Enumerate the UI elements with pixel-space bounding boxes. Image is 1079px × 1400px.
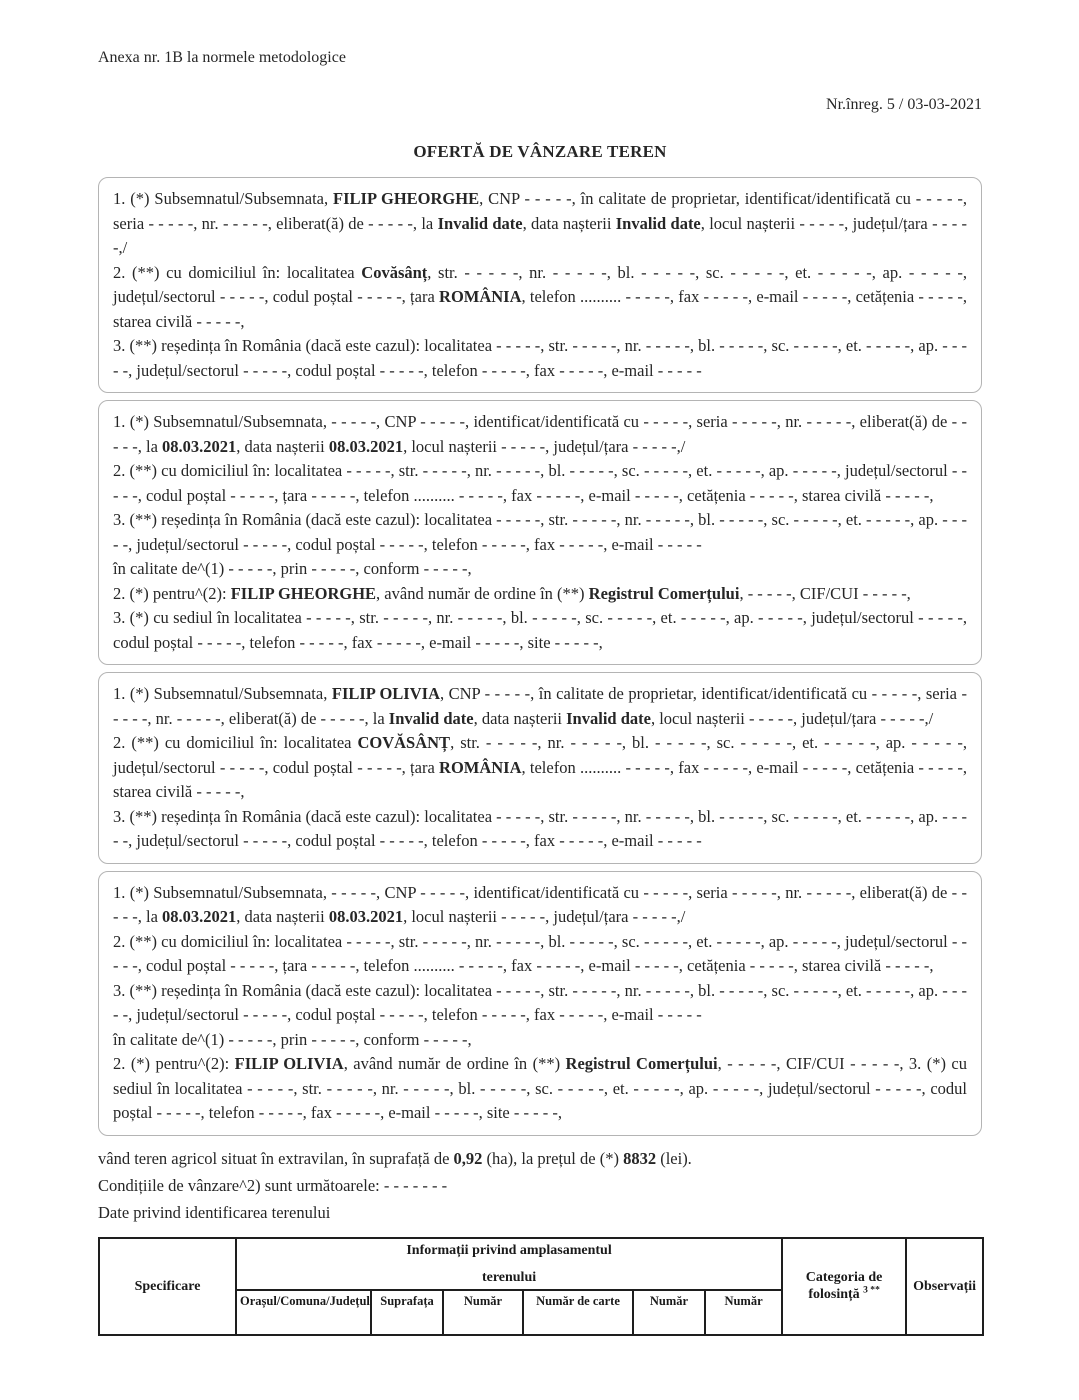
- offer-paragraph: în calitate de^(1) - - - - -, prin - - - - -, conform - - - - -,: [113, 1029, 472, 1049]
- offer-paragraph: 2. (**) cu domiciliul în: localitatea - - - - -, str. - - - - -, nr. - - - - -, bl. - - - - -, sc. - - - - -, et. - - - - -, ap. - - - - -, județul/sectorul - - - - -, codul poștal - - - - -, țara - - - - -, telefon .......... - - - - -, fax - - - - -, e-mail - - - - -, cetățenia - - - - -, starea civilă - - - - -,: [113, 461, 967, 505]
- offer-paragraph: 1. (*) Subsemnatul/Subsemnata, - - - - -, CNP - - - - -, identificat/identificată cu - - - - -, seria - - - - -, nr. - - - - -, eliberat(ă) de - - - - -, la 08.03.2021, data nașterii 08.03.2021, locul nașterii - - - - -, județul/țara - - - - -,/: [113, 412, 967, 456]
- col-header-numar-cadastral: Număr: [443, 1290, 523, 1335]
- group-header-line2: terenului: [481, 1270, 537, 1285]
- seller-box-3: [98, 672, 982, 864]
- land-identification-heading: Date privind identificarea terenului: [98, 1202, 331, 1222]
- sale-statement: vând teren agricol situat în extravilan, în suprafață de 0,92 (ha), la prețul de (*) 8832 (lei).: [98, 1148, 692, 1168]
- sale-conditions: Condițiile de vânzare^2) sunt următoarele: - - - - - - -: [98, 1175, 448, 1195]
- col-header-specificare: Specificare: [99, 1238, 236, 1335]
- offer-paragraph: 3. (**) reședința în România (dacă este cazul): localitatea - - - - -, str. - - - - -, nr. - - - - -, bl. - - - - -, sc. - - - - -, et. - - - - -, ap. - - - - -, județul/sectorul - - - - -, codul poștal - - - - -, telefon - - - - -, fax - - - - -, e-mail - - - - -: [113, 510, 967, 554]
- col-header-suprafata: Suprafața: [371, 1290, 443, 1335]
- seller-box-2: [98, 400, 982, 665]
- group-header-line1: Informații privind amplasamentul: [406, 1243, 612, 1258]
- offer-paragraph: 3. (**) reședința în România (dacă este cazul): localitatea - - - - -, str. - - - - -, nr. - - - - -, bl. - - - - -, sc. - - - - -, et. - - - - -, ap. - - - - -, județul/sectorul - - - - -, codul poștal - - - - -, telefon - - - - -, fax - - - - -, e-mail - - - - -: [113, 806, 967, 850]
- offer-paragraph: 2. (**) cu domiciliul în: localitatea Covăsânț, str. - - - - -, nr. - - - - -, bl. - - - - -, sc. - - - - -, et. - - - - -, ap. - - - - -, județul/sectorul - - - - -, codul poștal - - - - -, țara ROMÂNIA, telefon .......... - - - - -, fax - - - - -, e-mail - - - - -, cetățenia - - - - -, starea civilă - - - - -,: [113, 262, 967, 331]
- offer-paragraph: 2. (*) pentru^(2): FILIP GHEORGHE, având număr de ordine în (**) Registrul Comerțului, - - - - -, CIF/CUI - - - - -,: [113, 583, 911, 603]
- offer-paragraph: 1. (*) Subsemnatul/Subsemnata, - - - - -, CNP - - - - -, identificat/identificată cu - - - - -, seria - - - - -, nr. - - - - -, eliberat(ă) de - - - - -, la 08.03.2021, data nașterii 08.03.2021, locul nașterii - - - - -, județul/țara - - - - -,/: [113, 882, 967, 926]
- offer-paragraph: 2. (*) pentru^(2): FILIP OLIVIA, având număr de ordine în (**) Registrul Comerțului, - - - - -, CIF/CUI - - - - -, 3. (*) cu sediul în localitatea - - - - -, str. - - - - -, nr. - - - - -, bl. - - - - -, sc. - - - - -, et. - - - - -, ap. - - - - -, județul/sectorul - - - - -, codul poștal - - - - -, telefon - - - - -, fax - - - - -, e-mail - - - - -, site - - - - -,: [113, 1054, 967, 1122]
- col-header-observatii: Observații: [906, 1238, 983, 1335]
- offer-paragraph: 3. (**) reședința în România (dacă este cazul): localitatea - - - - -, str. - - - - -, nr. - - - - -, bl. - - - - -, sc. - - - - -, et. - - - - -, ap. - - - - -, județul/sectorul - - - - -, codul poștal - - - - -, telefon - - - - -, fax - - - - -, e-mail - - - - -: [113, 336, 967, 380]
- offer-paragraph: 1. (*) Subsemnatul/Subsemnata, FILIP OLIVIA, CNP - - - - -, în calitate de proprietar, identificat/identificată cu - - - - -, seria - - - - -, nr. - - - - -, eliberat(ă) de - - - - -, la Invalid date, data nașterii Invalid date, locul nașterii - - - - -, județul/țara - - - - -,/: [113, 684, 967, 728]
- col-header-categoria-folosinta: Categoria de folosință $^{3 **}$: [782, 1238, 906, 1335]
- offer-paragraph: 2. (**) cu domiciliul în: localitatea COVĂSÂNȚ, str. - - - - -, nr. - - - - -, bl. - - - - -, sc. - - - - -, et. - - - - -, ap. - - - - -, județul/sectorul - - - - -, codul poștal - - - - -, țara ROMÂNIA, telefon .......... - - - - -, fax - - - - -, e-mail - - - - -, cetățenia - - - - -, starea civilă - - - - -,: [113, 733, 967, 801]
- document-title: OFERTĂ DE VÂNZARE TEREN: [413, 142, 667, 161]
- closing-section: [98, 1145, 982, 1226]
- offer-paragraph: în calitate de^(1) - - - - -, prin - - - - -, conform - - - - -,: [113, 559, 472, 578]
- col-header-numar-tarla: Număr: [633, 1290, 705, 1335]
- seller-box-4: [98, 871, 982, 1136]
- land-identification-table: [98, 1237, 984, 1336]
- offer-paragraph: 2. (**) cu domiciliul în: localitatea - - - - -, str. - - - - -, nr. - - - - -, bl. - - - - -, sc. - - - - -, et. - - - - -, ap. - - - - -, județul/sectorul - - - - -, codul poștal - - - - -, țara - - - - -, telefon .......... - - - - -, fax - - - - -, e-mail - - - - -, cetățenia - - - - -, starea civilă - - - - -,: [113, 931, 967, 975]
- col-header-numar-carte: Număr de carte: [523, 1290, 633, 1335]
- annex-note: Anexa nr. 1B la normele metodologice: [98, 49, 346, 66]
- col-header-group-amplasament: [236, 1238, 782, 1290]
- col-header-numar-parcela: Număr: [705, 1290, 782, 1335]
- offer-paragraph: 3. (**) reședința în România (dacă este cazul): localitatea - - - - -, str. - - - - -, nr. - - - - -, bl. - - - - -, sc. - - - - -, et. - - - - -, ap. - - - - -, județul/sectorul - - - - -, codul poștal - - - - -, telefon - - - - -, fax - - - - -, e-mail - - - - -: [113, 980, 967, 1024]
- registration-number: Nr.înreg. 5 / 03-03-2021: [826, 96, 982, 113]
- offer-paragraph: 3. (*) cu sediul în localitatea - - - - -, str. - - - - -, nr. - - - - -, bl. - - - - -, sc. - - - - -, et. - - - - -, ap. - - - - -, județul/sectorul - - - - -, codul poștal - - - - -, telefon - - - - -, fax - - - - -, e-mail - - - - -, site - - - - -,: [113, 608, 967, 652]
- land-table-clip: [98, 1237, 982, 1308]
- offer-paragraph: 1. (*) Subsemnatul/Subsemnata, FILIP GHEORGHE, CNP - - - - -, în calitate de proprietar, identificat/identificată cu - - - - -, seria - - - - -, nr. - - - - -, eliberat(ă) de - - - - -, la Invalid date, data nașterii Invalid date, locul nașterii - - - - -, județul/țara - - - - -,/: [113, 189, 968, 257]
- col-header-orasul-comuna-judetul: Orașul/Comuna/Județul: [236, 1290, 371, 1335]
- seller-box-1: [98, 177, 982, 393]
